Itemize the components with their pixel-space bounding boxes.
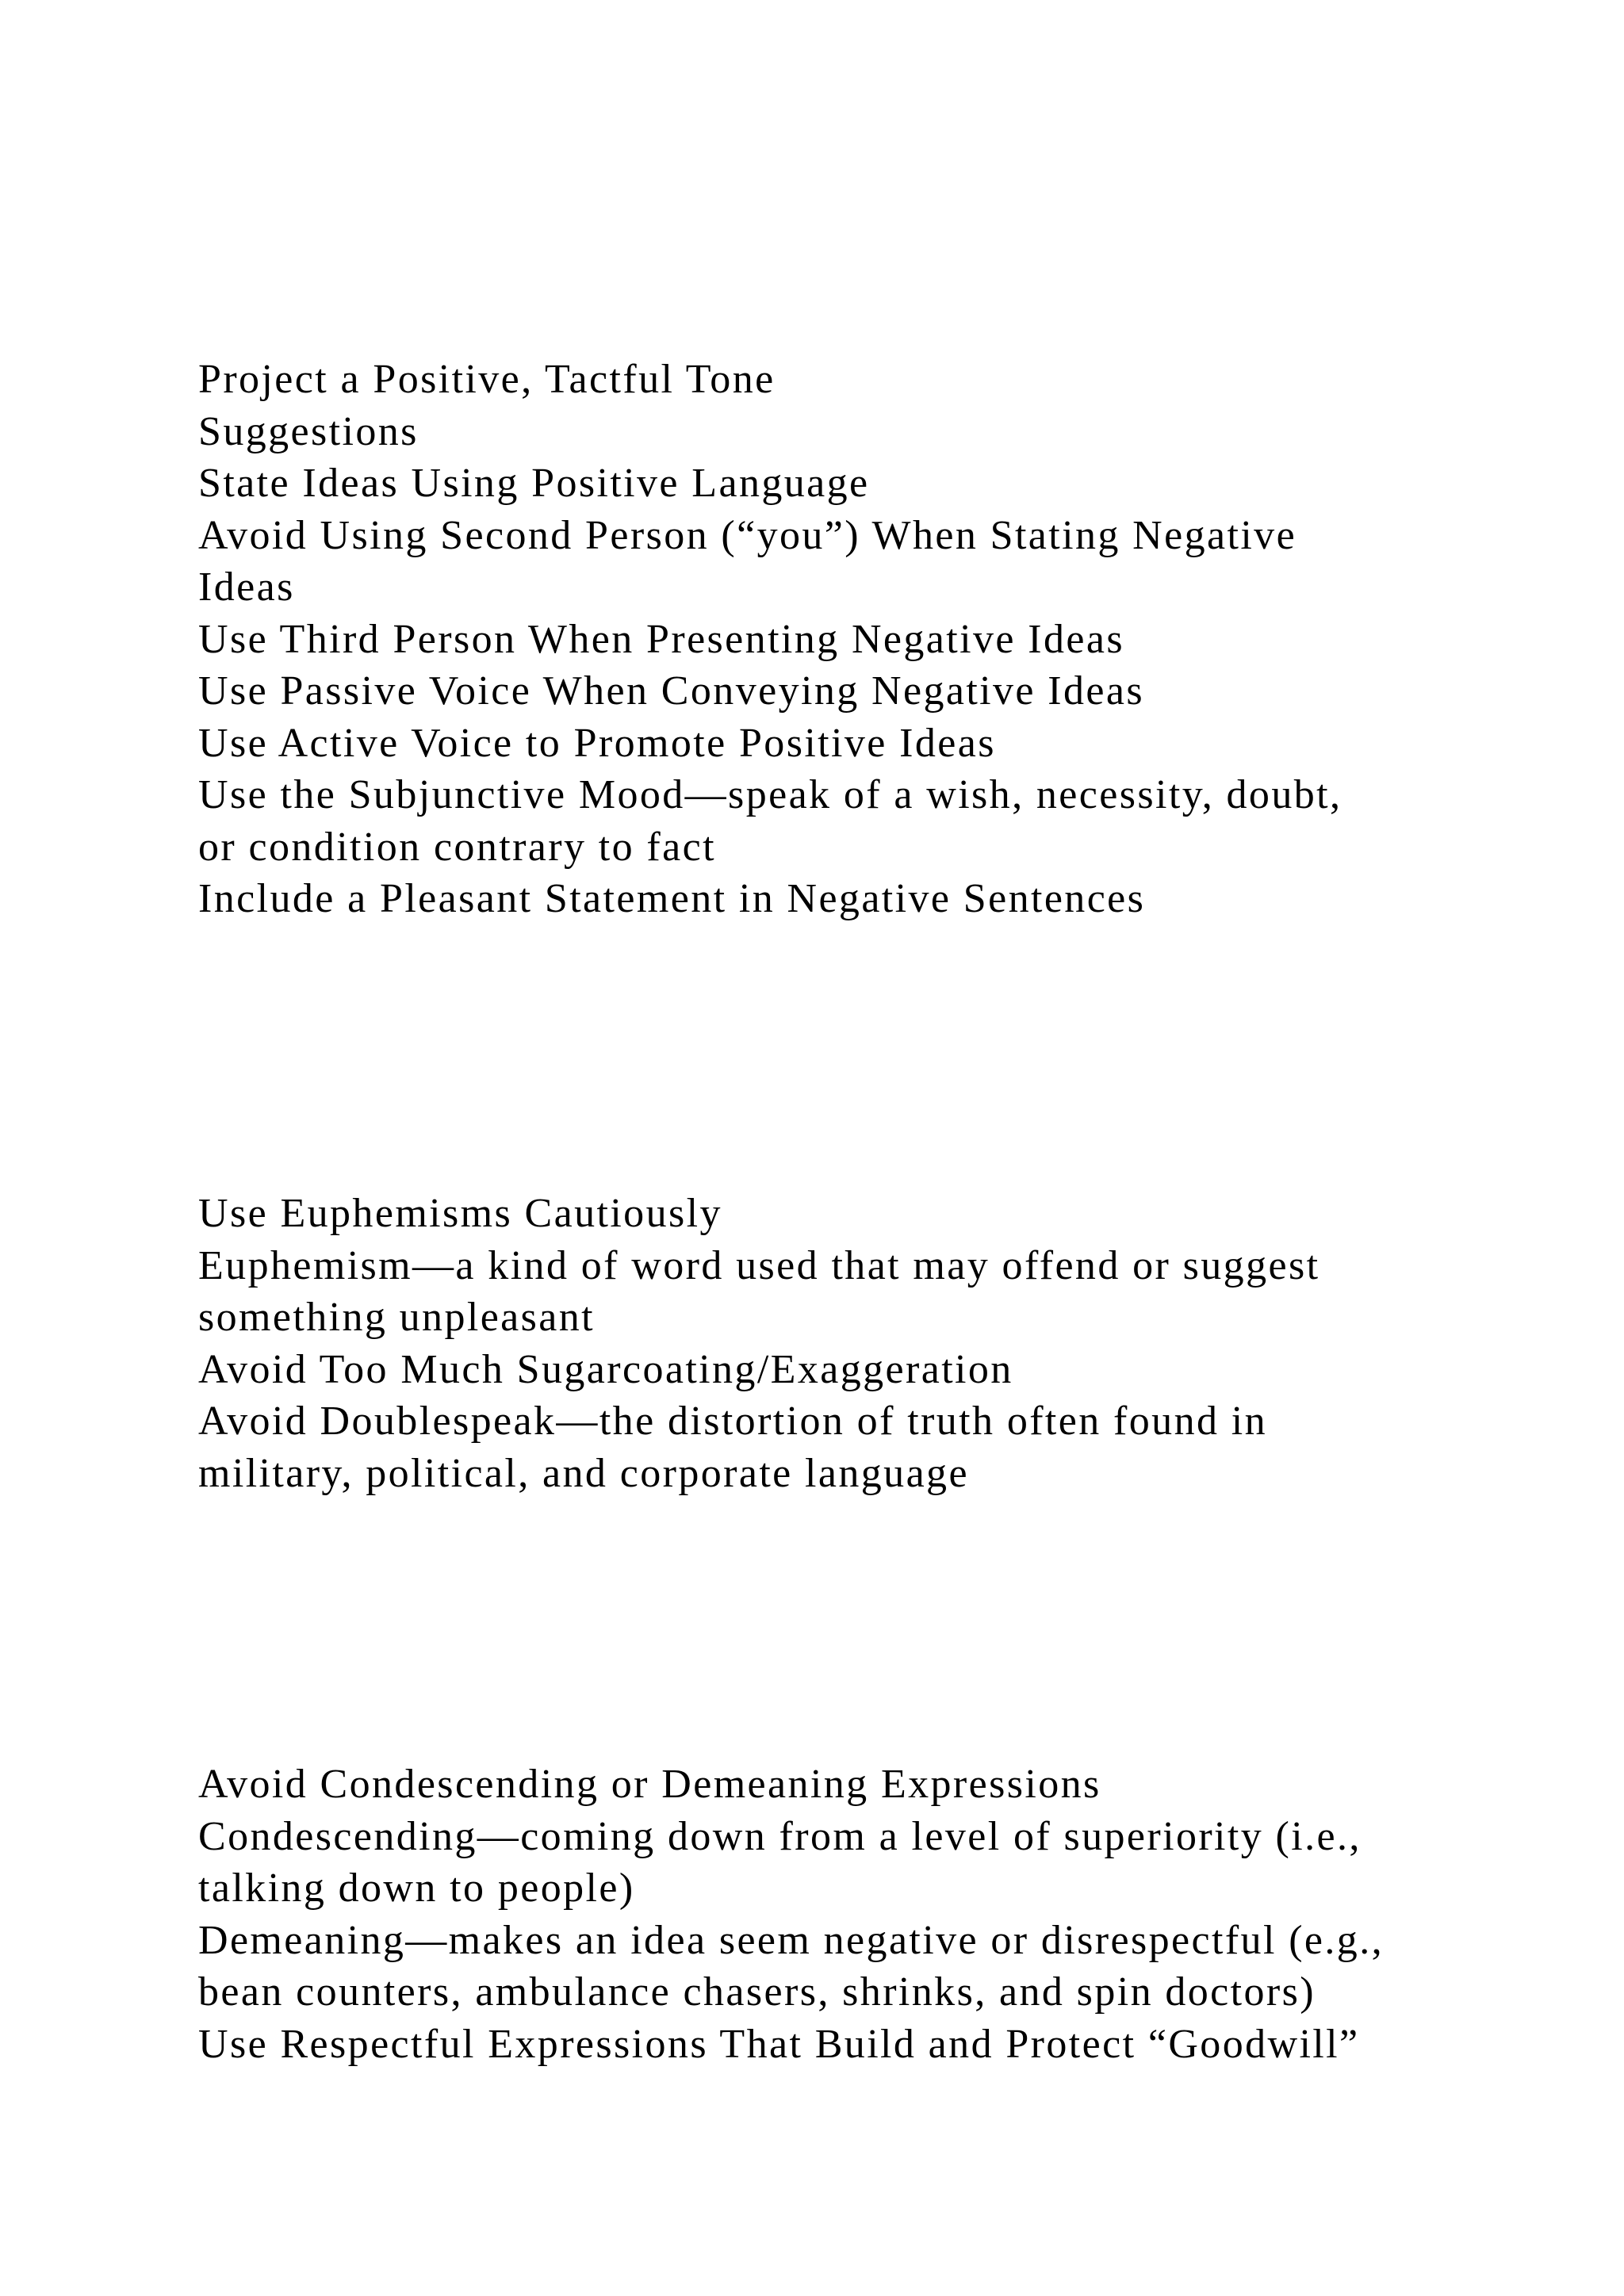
text-line: Avoid Using Second Person (“you”) When Stating Negative <box>198 512 1297 558</box>
text-line: Use Passive Voice When Conveying Negative Ideas <box>198 668 1145 714</box>
text-line: something unpleasant <box>198 1295 596 1340</box>
text-line: Condescending—coming down from a level of superiority (i.e., <box>198 1813 1362 1859</box>
text-line: Use Active Voice to Promote Positive Ideas <box>198 720 996 766</box>
text-line: Use Third Person When Presenting Negative Ideas <box>198 616 1124 662</box>
text-line: or condition contrary to fact <box>198 824 716 870</box>
text-line: talking down to people) <box>198 1866 635 1911</box>
section-euphemisms <box>198 1188 1467 1499</box>
text-line: Ideas <box>198 564 295 610</box>
text-line: Use the Subjunctive Mood—speak of a wish, necessity, doubt, <box>198 772 1342 817</box>
section-heading: Use Euphemisms Cautiously <box>198 1191 722 1236</box>
section-condescending <box>198 1758 1467 2070</box>
text-line: Avoid Too Much Sugarcoating/Exaggeration <box>198 1346 1013 1392</box>
text-line: State Ideas Using Positive Language <box>198 461 870 506</box>
text-line: military, political, and corporate language <box>198 1450 969 1496</box>
text-line: bean counters, ambulance chasers, shrinks, and spin doctors) <box>198 1969 1316 2015</box>
text-line: Demeaning—makes an idea seem negative or disrespectful (e.g., <box>198 1917 1384 1963</box>
section-heading: Project a Positive, Tactful Tone <box>198 357 776 402</box>
text-line: Avoid Doublespeak—the distortion of truth often found in <box>198 1399 1268 1444</box>
text-line: Suggestions <box>198 408 419 454</box>
section-heading: Avoid Condescending or Demeaning Expressions <box>198 1762 1101 1807</box>
text-line: Use Respectful Expressions That Build and Protect “Goodwill” <box>198 2021 1360 2067</box>
text-line: Include a Pleasant Statement in Negative Sentences <box>198 876 1146 921</box>
text-line: Euphemism—a kind of word used that may offend or suggest <box>198 1242 1320 1288</box>
section-positive-tone <box>198 354 1467 925</box>
